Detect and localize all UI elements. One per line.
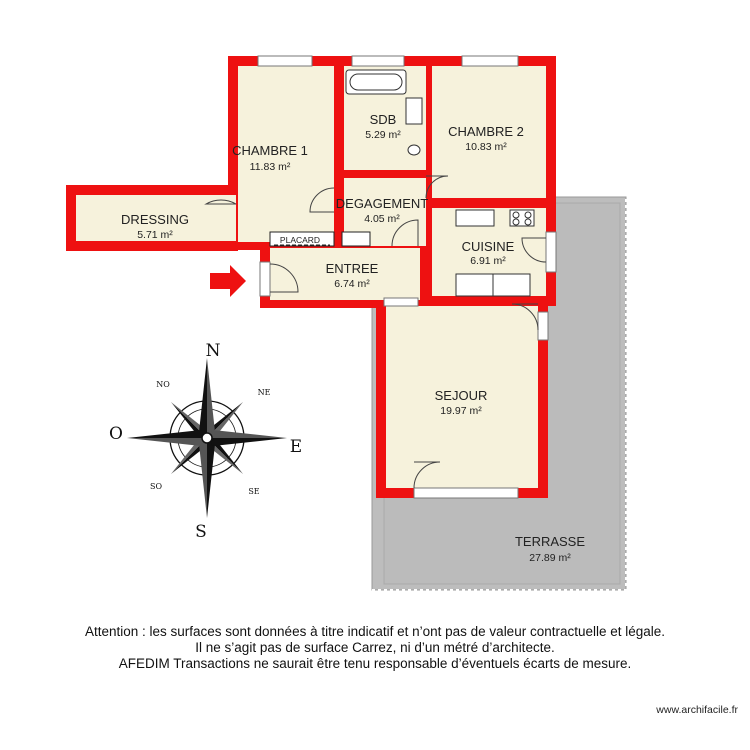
compass-n: N (205, 341, 221, 361)
entree-area: 6.74 m² (334, 278, 370, 290)
compass-no: NO (156, 380, 170, 389)
cuisine-area: 6.91 m² (470, 255, 506, 267)
entrance-arrow-icon (210, 265, 246, 297)
sejour-name: SEJOUR (434, 388, 488, 403)
disclaimer (0, 624, 750, 672)
degagement-name: DEGAGEMENT (335, 196, 429, 211)
degagement-area: 4.05 m² (364, 213, 400, 225)
compass-s: S (195, 522, 207, 542)
placard-label: PLACARD (279, 235, 321, 245)
disclaimer-line-2: Il ne s’agit pas de surface Carrez, ni d’un métré d’architecte. (195, 640, 555, 655)
dressing-name: DRESSING (121, 212, 189, 227)
entree-name: ENTREE (325, 261, 379, 276)
compass-ne: NE (257, 388, 271, 397)
disclaimer-line-3: AFEDIM Transactions ne saurait être tenu responsable d’éventuels écarts de mesure. (118, 656, 632, 671)
terrasse-name: TERRASSE (514, 534, 586, 549)
chambre1-area: 11.83 m² (249, 161, 291, 173)
compass-e: E (289, 437, 303, 457)
chambre2-name: CHAMBRE 2 (448, 124, 524, 139)
compass-o: O (109, 424, 123, 444)
compass-rose-icon (109, 341, 302, 542)
cuisine-name: CUISINE (461, 239, 515, 254)
credit-link[interactable]: www.archifacile.fr (656, 704, 738, 716)
dressing-area: 5.71 m² (137, 229, 173, 241)
sdb-area: 5.29 m² (365, 129, 401, 141)
chambre2-area: 10.83 m² (465, 141, 507, 153)
compass-se: SE (248, 487, 260, 496)
terrasse-area: 27.89 m² (529, 552, 571, 564)
sdb-name: SDB (369, 112, 397, 127)
chambre1-name: CHAMBRE 1 (232, 143, 308, 158)
sejour-area: 19.97 m² (440, 405, 482, 417)
disclaimer-line-1: Attention : les surfaces sont données à titre indicatif et n’ont pas de valeur contractuelle et légale. (84, 624, 666, 639)
compass-so: SO (149, 482, 163, 491)
